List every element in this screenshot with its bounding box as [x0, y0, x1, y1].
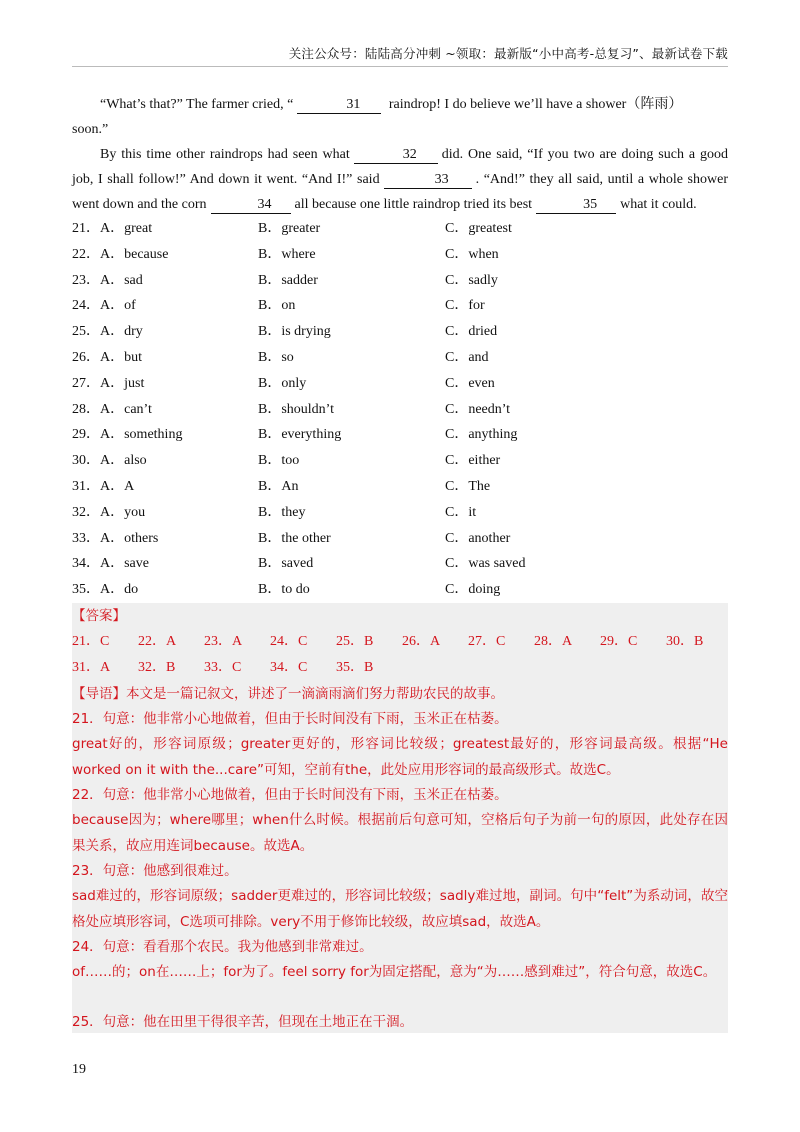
option-a: A．something [100, 427, 183, 443]
option-a: A．others [100, 530, 159, 546]
passage-text: soon.” [72, 122, 109, 137]
answer-item: 25．B [336, 634, 374, 649]
passage-text: what it could. [620, 197, 697, 212]
option-row [72, 216, 728, 242]
option-row [72, 345, 728, 371]
option-row [72, 551, 728, 577]
question-number: 30． [72, 453, 100, 469]
option-c: C．it [445, 504, 477, 520]
answer-item: 31．A [72, 660, 111, 675]
q25-meaning: 25．句意：他在田里干得很辛苦，但现在土地正在干涸。 [72, 1014, 414, 1030]
option-row [72, 526, 728, 552]
page-number: 19 [72, 1062, 86, 1077]
option-a: A．can’t [100, 401, 152, 417]
option-a: A．just [100, 375, 145, 391]
option-a: A．because [100, 246, 169, 262]
question-number: 31． [72, 478, 100, 494]
answer-item: 23．A [204, 634, 243, 649]
option-b: B．on [258, 298, 296, 314]
option-b: B．An [258, 478, 299, 494]
q24-meaning: 24．句意：看看那个农民。我为他感到非常难过。 [72, 939, 373, 955]
answer-guide: 【导语】本文是一篇记叙文，讲述了一滴滴雨滴们努力帮助农民的故事。 [72, 686, 504, 702]
answer-item: 28．A [534, 634, 573, 649]
option-a: A．but [100, 349, 142, 365]
question-number: 28． [72, 401, 100, 417]
page-header: 关注公众号：陆陆高分冲刺 ~领取：最新版“小中高考-总复习”、最新试卷下载 [288, 46, 728, 61]
answer-heading: 【答案】 [72, 608, 126, 624]
answer-item: 24．C [270, 634, 308, 649]
option-c: C．doing [445, 582, 501, 598]
option-c: C．when [445, 246, 499, 262]
option-row [72, 397, 728, 423]
blank-33: 33 [384, 172, 472, 189]
passage-text: went down and the corn [72, 197, 207, 212]
option-row [72, 422, 728, 448]
option-a: A．great [100, 221, 153, 236]
option-a: A．do [100, 582, 139, 598]
option-c: C．The [445, 478, 491, 494]
option-c: C．even [445, 375, 495, 391]
question-number: 27． [72, 375, 100, 391]
option-a: A．A [100, 478, 135, 494]
question-number: 24． [72, 298, 100, 314]
option-b: B．too [258, 453, 300, 469]
q21-meaning: 21．句意：他非常小心地做着，但由于长时间没有下雨，玉米正在枯萎。 [72, 711, 508, 727]
passage-text: . “And!” they all said, until a whole shower [475, 172, 728, 187]
question-number: 21． [72, 221, 100, 236]
answer-item: 26．A [402, 634, 441, 649]
option-b: B．sadder [258, 272, 318, 288]
passage-text: did. One said, “If you two are doing such a good [441, 147, 728, 162]
answer-item: 32．B [138, 660, 176, 675]
question-number: 32． [72, 504, 100, 520]
answer-item: 29．C [600, 634, 638, 649]
q22-explanation: because因为；where哪里；when什么时候。根据前后句意可知，空格后句子为前一句的原因，此处存在因果关系，故应用连词because。故选A。 [72, 812, 728, 854]
answer-item: 34．C [270, 660, 308, 675]
passage-text: all because one little raindrop tried its best [294, 197, 533, 212]
question-number: 34． [72, 556, 100, 572]
option-b: B．is drying [258, 324, 331, 340]
option-c: C．another [445, 530, 511, 546]
option-row [72, 474, 728, 500]
answer-item: 22．A [138, 634, 177, 649]
option-b: B．greater [258, 221, 321, 236]
question-number: 22． [72, 246, 100, 262]
option-b: B．so [258, 349, 294, 365]
option-a: A．dry [100, 324, 143, 340]
blank-32: 32 [354, 147, 438, 164]
passage [72, 92, 728, 217]
option-b: B．only [258, 375, 307, 391]
answer-item: 21．C [72, 634, 110, 649]
q24-explanation: of……的；on在……上；for为了。feel sorry for为固定搭配，意为“为……感到难过”，符合句意，故选C。 [72, 964, 717, 980]
option-b: B．saved [258, 556, 314, 572]
option-row [72, 268, 728, 294]
passage-paragraph-1-cont [72, 117, 728, 142]
option-a: A．save [100, 556, 149, 572]
option-row [72, 448, 728, 474]
answer-item: 35．B [336, 660, 374, 675]
option-b: B．the other [258, 530, 331, 546]
options-list [72, 216, 728, 603]
blank-31: 31 [297, 97, 381, 114]
option-a: A．you [100, 504, 146, 520]
answer-item: 30．B [666, 634, 704, 649]
option-row [72, 577, 728, 603]
answer-item: 27．C [468, 634, 506, 649]
option-b: B．shouldn’t [258, 401, 334, 417]
passage-text: raindrop! I do believe we’ll have a shower（阵雨） [385, 97, 683, 112]
option-row [72, 242, 728, 268]
q23-meaning: 23．句意：他感到很难过。 [72, 863, 238, 879]
passage-paragraph-2 [72, 142, 728, 217]
option-c: C．and [445, 349, 489, 365]
option-c: C．anything [445, 427, 518, 443]
question-number: 29． [72, 427, 100, 443]
answer-item: 33．C [204, 660, 242, 675]
header-rule [72, 66, 728, 67]
passage-text: job, I shall follow!” And down it went. “And I!” said [72, 172, 380, 187]
option-b: B．they [258, 504, 306, 520]
option-c: C．was saved [445, 556, 526, 572]
option-row [72, 500, 728, 526]
question-number: 23． [72, 272, 100, 288]
passage-text: By this time other raindrops had seen what [100, 147, 350, 162]
blank-34: 34 [211, 197, 291, 214]
q23-explanation: sad难过的，形容词原级；sadder更难过的，形容词比较级；sadly难过地，副词。句中“felt”为系动词，故空格处应填形容词，C选项可排除。very不用于修饰比较级，故应填sad，故选A。 [72, 888, 728, 930]
option-b: B．everything [258, 427, 342, 443]
blank-35: 35 [536, 197, 616, 214]
option-b: B．where [258, 246, 316, 262]
option-c: C．greatest [445, 221, 512, 236]
passage-paragraph-1 [72, 92, 728, 117]
q22-meaning: 22．句意：他非常小心地做着，但由于长时间没有下雨，玉米正在枯萎。 [72, 787, 508, 803]
option-c: C．sadly [445, 272, 498, 288]
option-a: A．of [100, 298, 136, 314]
q21-explanation: great好的，形容词原级；greater更好的，形容词比较级；greatest最好的，形容词最高级。根据“He worked on it with the...care”可知，空前有the，此处应用形容词的最高级形式。故选C。 [72, 736, 728, 778]
passage-text: “What’s that?” The farmer cried, “ [100, 97, 294, 112]
option-c: C．either [445, 453, 501, 469]
option-row [72, 319, 728, 345]
option-c: C．needn’t [445, 401, 511, 417]
option-a: A．sad [100, 272, 143, 288]
option-a: A．also [100, 453, 147, 469]
answer-section [72, 603, 728, 1033]
question-number: 33． [72, 530, 100, 546]
option-c: C．for [445, 298, 485, 314]
option-c: C．dried [445, 324, 498, 340]
question-number: 35． [72, 582, 100, 598]
option-row [72, 293, 728, 319]
question-number: 25． [72, 324, 100, 340]
option-b: B．to do [258, 582, 310, 598]
question-number: 26． [72, 349, 100, 365]
option-row [72, 371, 728, 397]
